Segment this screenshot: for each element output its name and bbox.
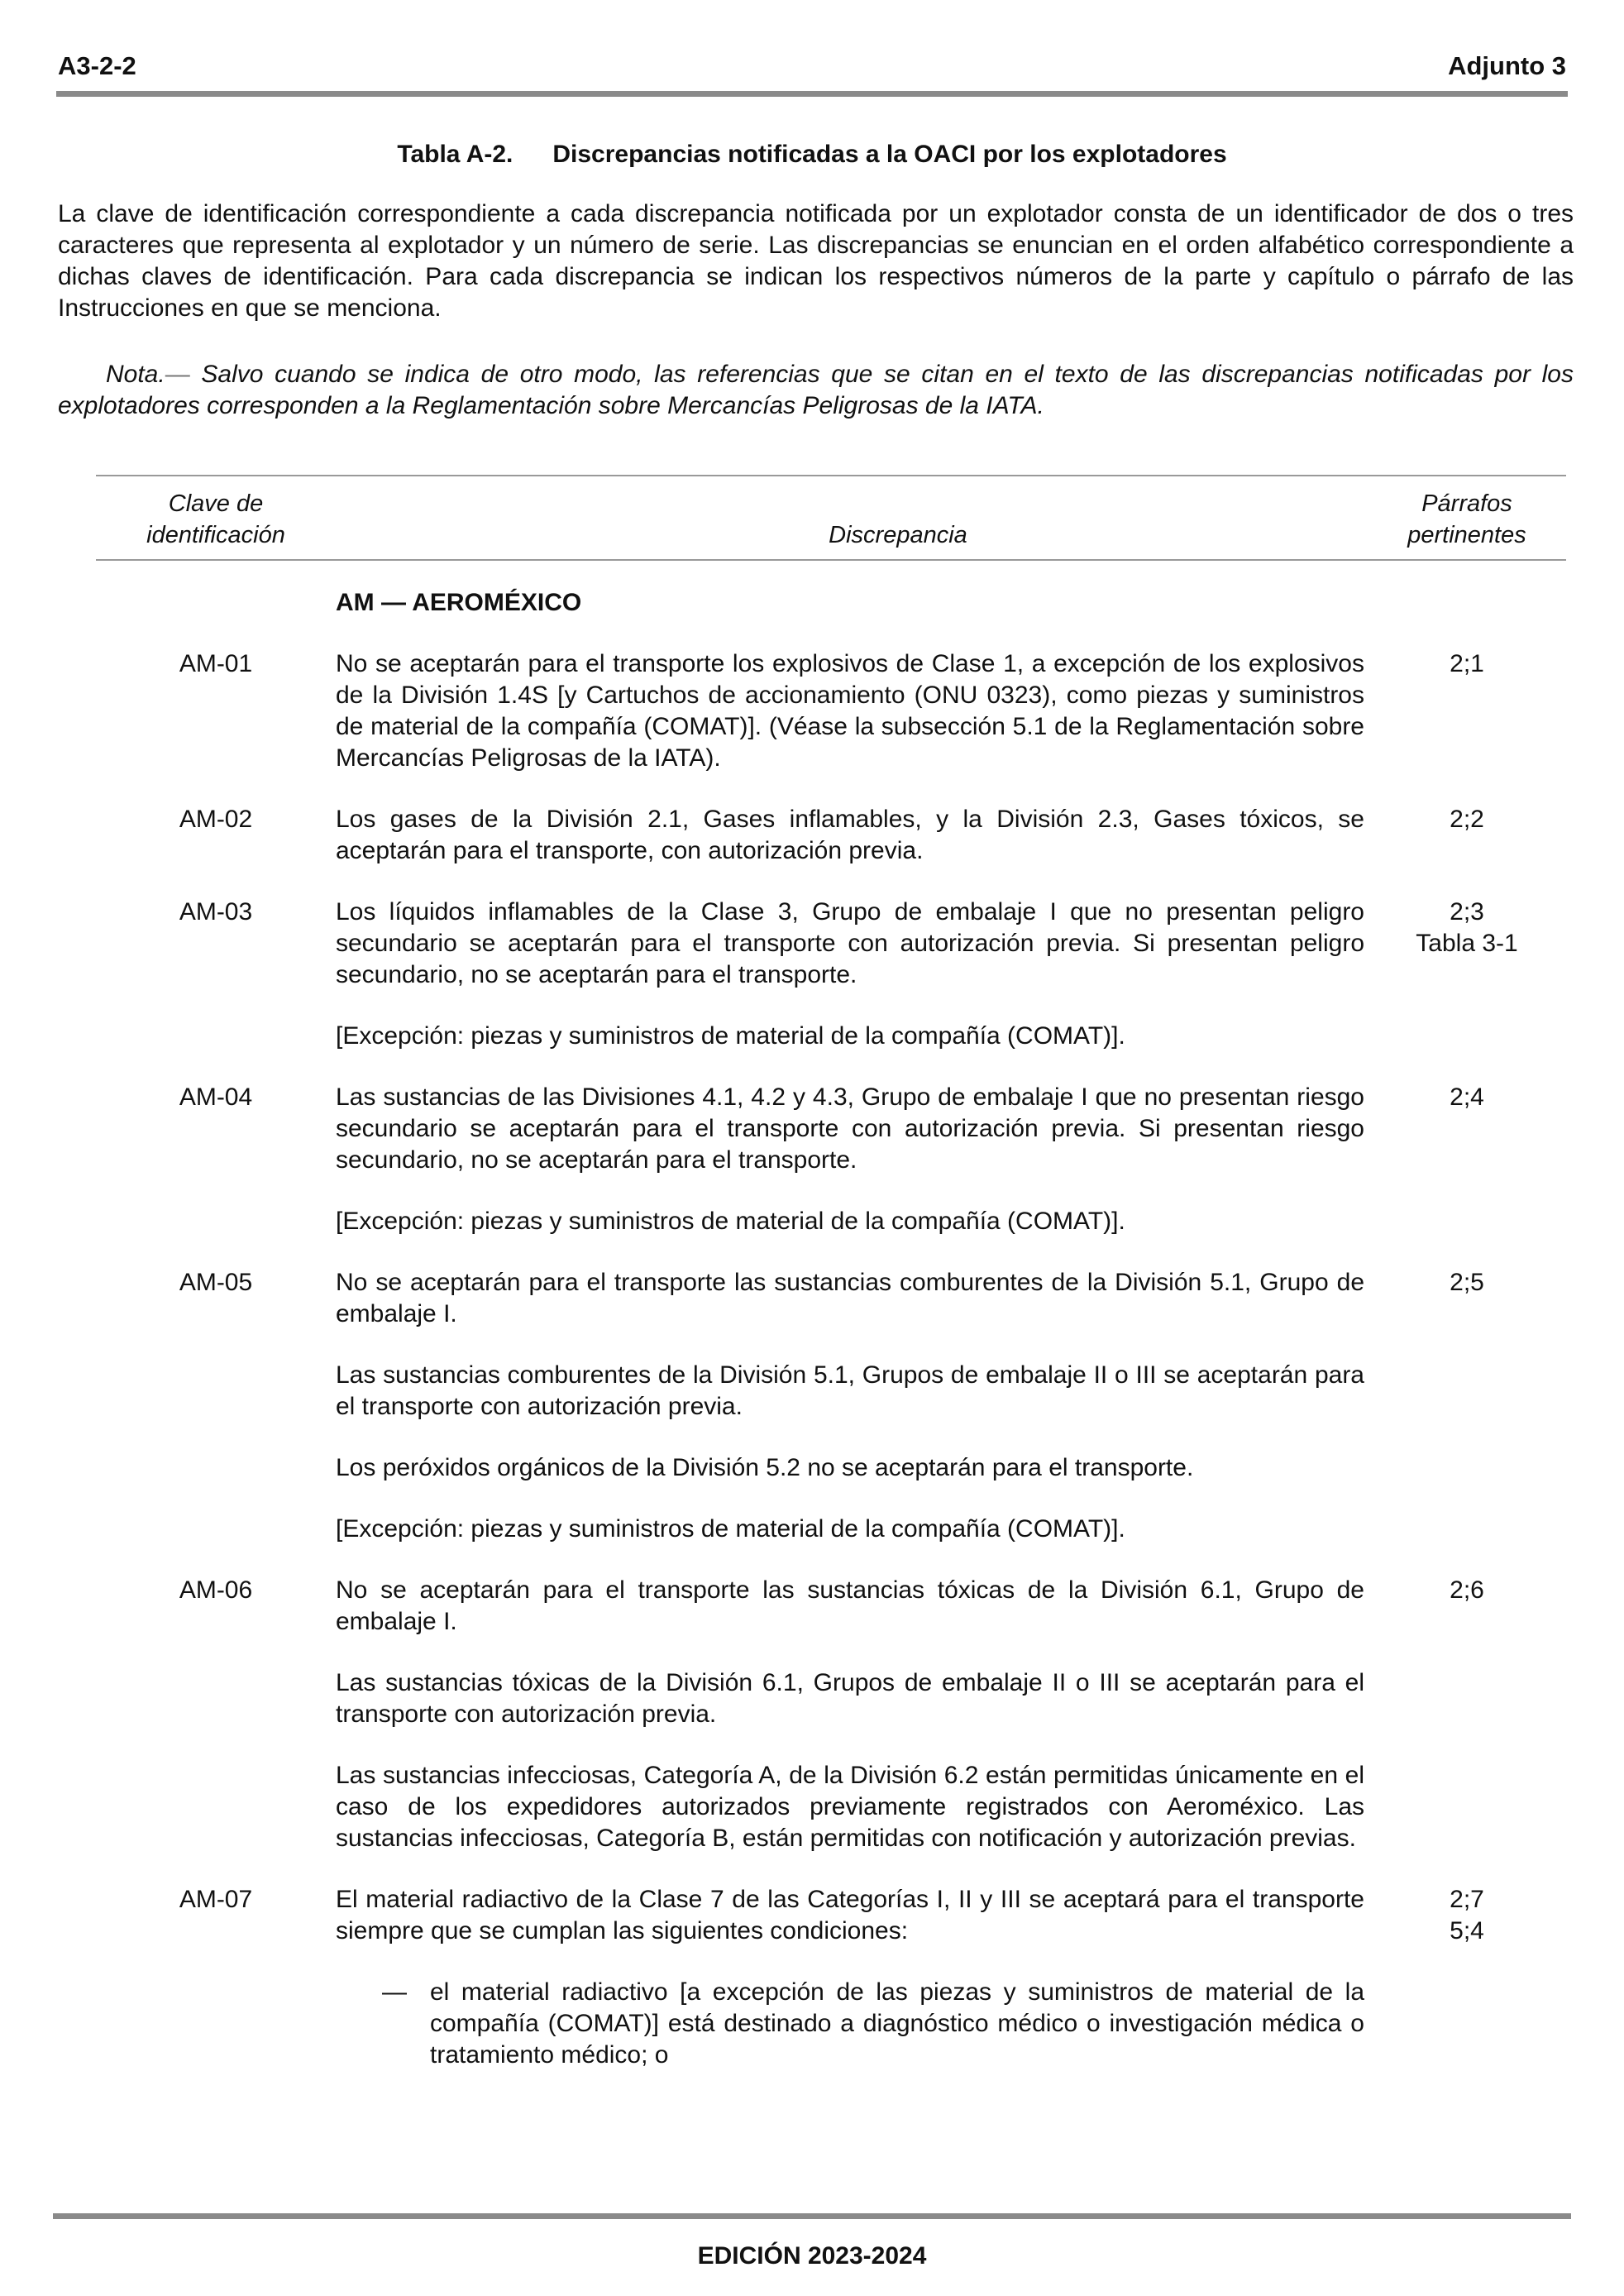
reference-item: 2;5 <box>1450 1269 1484 1296</box>
discrepancy-paragraph: Las sustancias infecciosas, Categoría A, de la División 6.2 están permitidas únicamente en el caso de los expedidores autorizados previamente registrados con Aeroméxico. Las sustancias infecciosas, Categoría B, están permitidas con notificación y autorización previas. <box>336 1762 1364 1852</box>
discrepancy-paragraph: No se aceptarán para el transporte los explosivos de Clase 1, a excepción de los explosivos de la División 1.4S [y Cartuchos de accionamiento (ONU 0323), como piezas y suministros de material de la compañía (COMAT)]. (Véase la subsección 5.1 de la Reglamentación sobre Mercancías Peligrosas de la IATA). <box>336 650 1364 772</box>
note-label: Nota. <box>106 361 165 388</box>
discrepancy-description <box>336 648 1364 774</box>
discrepancy-description <box>336 897 1364 1052</box>
discrepancy-paragraph: Los gases de la División 2.1, Gases inflamables, y la División 2.3, Gases tóxicos, se aceptarán para el transporte, con autorización previa. <box>336 806 1364 864</box>
reference-item: 2;6 <box>1450 1576 1484 1604</box>
discrepancy-key: AM-04 <box>179 1083 253 1111</box>
table-row <box>96 1884 1566 2071</box>
header-rule <box>56 91 1568 97</box>
table-title <box>0 141 1624 169</box>
note-paragraph <box>58 359 1574 422</box>
discrepancy-paragraph: Las sustancias comburentes de la División 5.1, Grupos de embalaje II o III se aceptarán para el transporte con autorización previa. <box>336 1361 1364 1420</box>
discrepancy-description <box>336 804 1364 867</box>
condition-text: el material radiactivo [a excepción de las piezas y suministros de material de la compañía (COMAT)] está destinado a diagnóstico médico o investigación médica o tratamiento médico; o <box>430 1978 1364 2069</box>
page-header <box>56 46 1568 88</box>
discrepancy-paragraph: [Excepción: piezas y suministros de material de la compañía (COMAT)]. <box>336 1515 1125 1543</box>
note-dash: — <box>165 361 190 388</box>
table-row <box>96 1082 1566 1237</box>
discrepancy-description <box>336 1575 1364 1854</box>
table-row <box>96 1267 1566 1545</box>
reference-paragraphs <box>1368 1082 1566 1113</box>
attachment-label: Adjunto 3 <box>1448 51 1566 80</box>
operator-section-title: AM — AEROMÉXICO <box>336 589 582 616</box>
discrepancy-key: AM-01 <box>179 650 253 677</box>
reference-paragraphs <box>1368 897 1566 959</box>
discrepancy-key: AM-03 <box>179 898 253 926</box>
table-title-text: Discrepancias notificadas a la OACI por los explotadores <box>552 141 1227 168</box>
discrepancy-description <box>336 1884 1364 2071</box>
discrepancy-paragraph: [Excepción: piezas y suministros de material de la compañía (COMAT)]. <box>336 1208 1125 1235</box>
reference-item: Tabla 3-1 <box>1416 930 1518 957</box>
reference-item: 2;7 <box>1450 1886 1484 1913</box>
table-row <box>96 804 1566 867</box>
footer-rule <box>53 2213 1571 2219</box>
column-header-key-line2: identificación <box>146 522 285 548</box>
discrepancy-key: AM-06 <box>179 1576 253 1604</box>
reference-paragraphs <box>1368 1575 1566 1606</box>
discrepancy-description <box>336 1082 1364 1237</box>
reference-item: 2;4 <box>1450 1083 1484 1111</box>
column-header-key <box>96 488 336 551</box>
table-row <box>96 648 1566 774</box>
discrepancy-key: AM-02 <box>179 806 253 833</box>
table-row <box>96 1575 1566 1854</box>
column-header-para-line1: Párrafos <box>1421 490 1512 517</box>
discrepancy-paragraph: El material radiactivo de la Clase 7 de las Categorías I, II y III se aceptará para el transporte siempre que se cumplan las siguientes condiciones: <box>336 1886 1364 1944</box>
edition-label: EDICIÓN 2023-2024 <box>697 2242 927 2270</box>
column-header-paragraphs <box>1368 488 1566 551</box>
discrepancy-paragraph: Las sustancias de las Divisiones 4.1, 4.2 y 4.3, Grupo de embalaje I que no presentan riesgo secundario se aceptarán para el transporte con autorización previa. Si presentan riesgo secundario, no se aceptarán para el transporte. <box>336 1083 1364 1174</box>
reference-item: 2;2 <box>1450 806 1484 833</box>
column-header-para-line2: pertinentes <box>1407 522 1526 548</box>
table-row <box>96 897 1566 1052</box>
intro-paragraph: La clave de identificación correspondiente a cada discrepancia notificada por un explotador consta de un identificador de dos o tres caracteres que representa al explotador y un número de serie. Las discrepancias se enuncian en el orden alfabético correspondiente a dichas claves de identificación. Para cada discrepancia se indican los respectivos números de la parte y capítulo o párrafo de las Instrucciones en que se menciona. <box>58 200 1574 322</box>
discrepancy-paragraph: Los líquidos inflamables de la Clase 3, Grupo de embalaje I que no presentan peligro secundario se aceptarán para el transporte con autorización previa. Si presentan peligro secundario, no se aceptarán para el transporte. <box>336 898 1364 988</box>
reference-item: 5;4 <box>1450 1917 1484 1944</box>
page-number: A3-2-2 <box>58 51 136 80</box>
condition-list-item <box>336 1977 1364 2071</box>
table-number: Tabla A-2. <box>397 141 513 168</box>
reference-paragraphs <box>1368 1884 1566 1947</box>
table-header <box>96 475 1566 561</box>
column-header-key-line1: Clave de <box>168 490 264 517</box>
table-body <box>96 587 1566 2101</box>
reference-paragraphs <box>1368 804 1566 835</box>
discrepancy-paragraph: No se aceptarán para el transporte las sustancias comburentes de la División 5.1, Grupo de embalaje I. <box>336 1269 1364 1327</box>
discrepancy-key: AM-05 <box>179 1269 253 1296</box>
discrepancy-paragraph: No se aceptarán para el transporte las sustancias tóxicas de la División 6.1, Grupo de embalaje I. <box>336 1576 1364 1635</box>
reference-item: 2;3 <box>1450 898 1484 926</box>
page-footer <box>53 2213 1571 2270</box>
discrepancy-description <box>336 1267 1364 1545</box>
column-header-description: Discrepancia <box>829 522 967 548</box>
reference-item: 2;1 <box>1450 650 1484 677</box>
discrepancy-paragraph: Las sustancias tóxicas de la División 6.1, Grupos de embalaje II o III se aceptarán para el transporte con autorización previa. <box>336 1669 1364 1728</box>
em-dash-bullet: — <box>382 1978 407 2006</box>
reference-paragraphs <box>1368 1267 1566 1299</box>
discrepancy-key: AM-07 <box>179 1886 253 1913</box>
reference-paragraphs <box>1368 648 1566 680</box>
note-text: Salvo cuando se indica de otro modo, las referencias que se citan en el texto de las discrepancias notificadas por los explotadores corresponden a la Reglamentación sobre Mercancías Peligrosas de la IATA. <box>58 361 1574 419</box>
discrepancy-paragraph: Los peróxidos orgánicos de la División 5.2 no se aceptarán para el transporte. <box>336 1454 1194 1481</box>
discrepancy-paragraph: [Excepción: piezas y suministros de material de la compañía (COMAT)]. <box>336 1022 1125 1050</box>
